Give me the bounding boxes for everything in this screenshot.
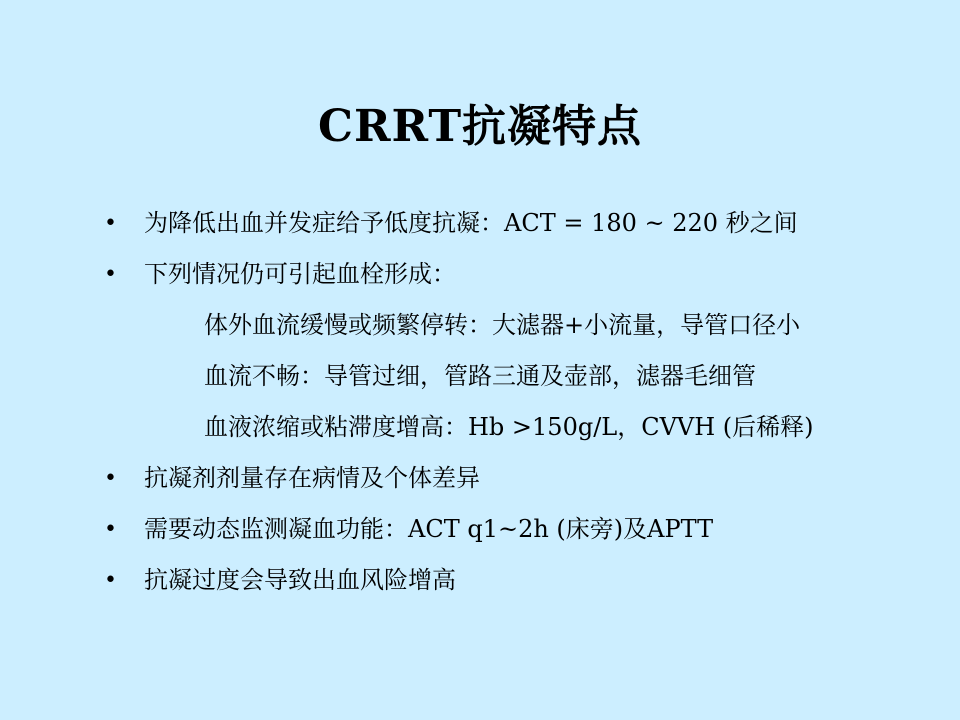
sub-list-item [0,402,960,453]
sub-list-item [0,351,960,402]
list-item [0,249,960,300]
bullet-icon: • [104,466,117,491]
slide-title: CRRT抗凝特点 [317,101,643,152]
bullet-icon: • [104,211,117,236]
bullet-list [0,198,960,606]
list-item [0,453,960,504]
list-item-text: 抗凝剂剂量存在病情及个体差异 [144,464,480,492]
sub-list-item-text: 血液浓缩或粘滞度增高：Hb >150g/L，CVVH (后稀释) [204,413,814,441]
list-item [0,555,960,606]
sub-list-item-text: 体外血流缓慢或频繁停转：大滤器+小流量，导管口径小 [204,311,801,339]
list-item-text: 下列情况仍可引起血栓形成： [144,260,456,288]
list-item [0,504,960,555]
bullet-icon: • [104,517,117,542]
list-item-text: 为降低出血并发症给予低度抗凝：ACT = 180 ~ 220 秒之间 [144,209,798,237]
sub-list-item-text: 血流不畅：导管过细，管路三通及壶部，滤器毛细管 [204,362,756,390]
list-item [0,198,960,249]
bullet-icon: • [104,568,117,593]
bullet-icon: • [104,262,117,287]
sub-list-item [0,300,960,351]
list-item-text: 需要动态监测凝血功能：ACT q1~2h (床旁)及APTT [144,515,714,543]
list-item-text: 抗凝过度会导致出血风险增高 [144,566,456,594]
